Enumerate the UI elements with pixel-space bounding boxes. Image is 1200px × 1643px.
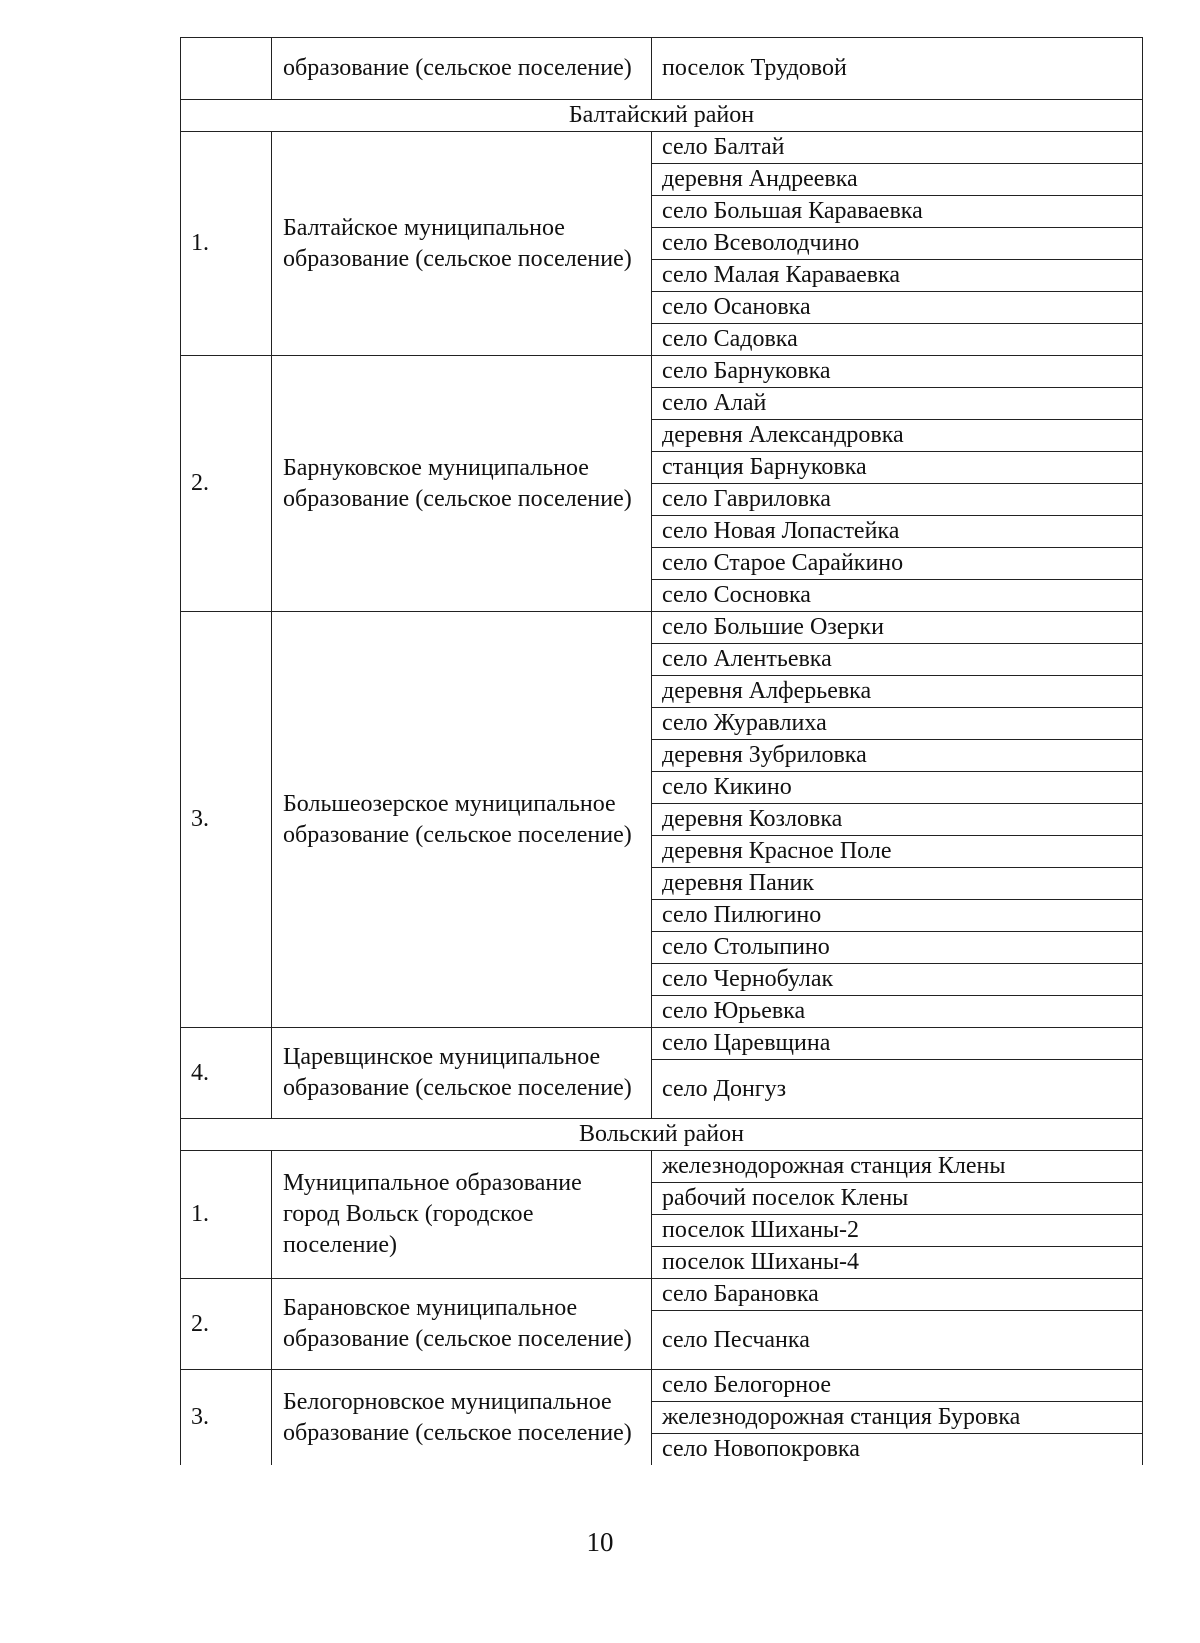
settlement-name: село Садовка [652,324,1143,356]
district-header-row [181,100,1143,132]
settlement-name: деревня Паник [652,868,1143,900]
table-row [181,1279,1143,1311]
settlement-name: деревня Александровка [652,420,1143,452]
settlement-name: село Гавриловка [652,484,1143,516]
table-row [181,356,1143,388]
entity-number: 1. [181,1151,272,1279]
settlement-name: село Барановка [652,1279,1143,1311]
settlement-name: село Новая Лопастейка [652,516,1143,548]
settlement-name: железнодорожная станция Клены [652,1151,1143,1183]
settlement-name: село Журавлиха [652,708,1143,740]
settlement-name: село Сосновка [652,580,1143,612]
district-name: Вольский район [181,1119,1143,1151]
entity-number: 1. [181,132,272,356]
page-number: 10 [586,1527,614,1557]
settlement-name: село Пилюгино [652,900,1143,932]
settlement-name: село Кикино [652,772,1143,804]
entity-name: Барановское муниципальное образование (сельское поселение) [272,1279,652,1370]
entity-number: 3. [181,1370,272,1466]
settlement-name: село Новопокровка [652,1434,1143,1466]
settlement-name: село Алентьевка [652,644,1143,676]
settlement-name: поселок Трудовой [652,38,1143,100]
settlement-name: село Большие Озерки [652,612,1143,644]
settlement-name: село Осановка [652,292,1143,324]
table-row [181,38,1143,100]
entity-number: 2. [181,356,272,612]
settlement-name: село Чернобулак [652,964,1143,996]
settlement-name: село Барнуковка [652,356,1143,388]
settlement-name: село Балтай [652,132,1143,164]
settlement-name: поселок Шиханы-2 [652,1215,1143,1247]
settlement-name: село Большая Караваевка [652,196,1143,228]
settlement-name: село Малая Караваевка [652,260,1143,292]
settlement-name: деревня Алферьевка [652,676,1143,708]
settlement-name: деревня Красное Поле [652,836,1143,868]
entity-name: Царевщинское муниципальное образование (сельское поселение) [272,1028,652,1119]
entity-number: 4. [181,1028,272,1119]
entity-number: 2. [181,1279,272,1370]
settlement-name: село Царевщина [652,1028,1143,1060]
entity-name: Барнуковское муниципальное образование (сельское поселение) [272,356,652,612]
table-row [181,132,1143,164]
table-row [181,612,1143,644]
entity-name: Муниципальное образование город Вольск (городское поселение) [272,1151,652,1279]
settlement-name: село Старое Сарайкино [652,548,1143,580]
settlements-table [180,37,1143,1465]
settlement-name: село Донгуз [652,1060,1143,1119]
district-name: Балтайский район [181,100,1143,132]
settlement-name: село Столыпино [652,932,1143,964]
settlement-name: железнодорожная станция Буровка [652,1402,1143,1434]
table-row [181,1151,1143,1183]
entity-number [181,38,272,100]
settlement-name: село Алай [652,388,1143,420]
entity-name: образование (сельское поселение) [272,38,652,100]
settlement-name: село Юрьевка [652,996,1143,1028]
settlement-name: станция Барнуковка [652,452,1143,484]
entity-name: Балтайское муниципальное образование (сельское поселение) [272,132,652,356]
settlement-name: рабочий поселок Клены [652,1183,1143,1215]
settlement-name: деревня Зубриловка [652,740,1143,772]
settlement-name: село Белогорное [652,1370,1143,1402]
settlement-name: село Всеволодчино [652,228,1143,260]
settlements-table-body [181,38,1143,1466]
table-row [181,1370,1143,1402]
settlement-name: поселок Шиханы-4 [652,1247,1143,1279]
settlement-name: деревня Козловка [652,804,1143,836]
settlement-name: село Песчанка [652,1311,1143,1370]
district-header-row [181,1119,1143,1151]
entity-name: Белогорновское муниципальное образование (сельское поселение) [272,1370,652,1466]
entity-name: Большеозерское муниципальное образование (сельское поселение) [272,612,652,1028]
table-row [181,1028,1143,1060]
entity-number: 3. [181,612,272,1028]
settlement-name: деревня Андреевка [652,164,1143,196]
